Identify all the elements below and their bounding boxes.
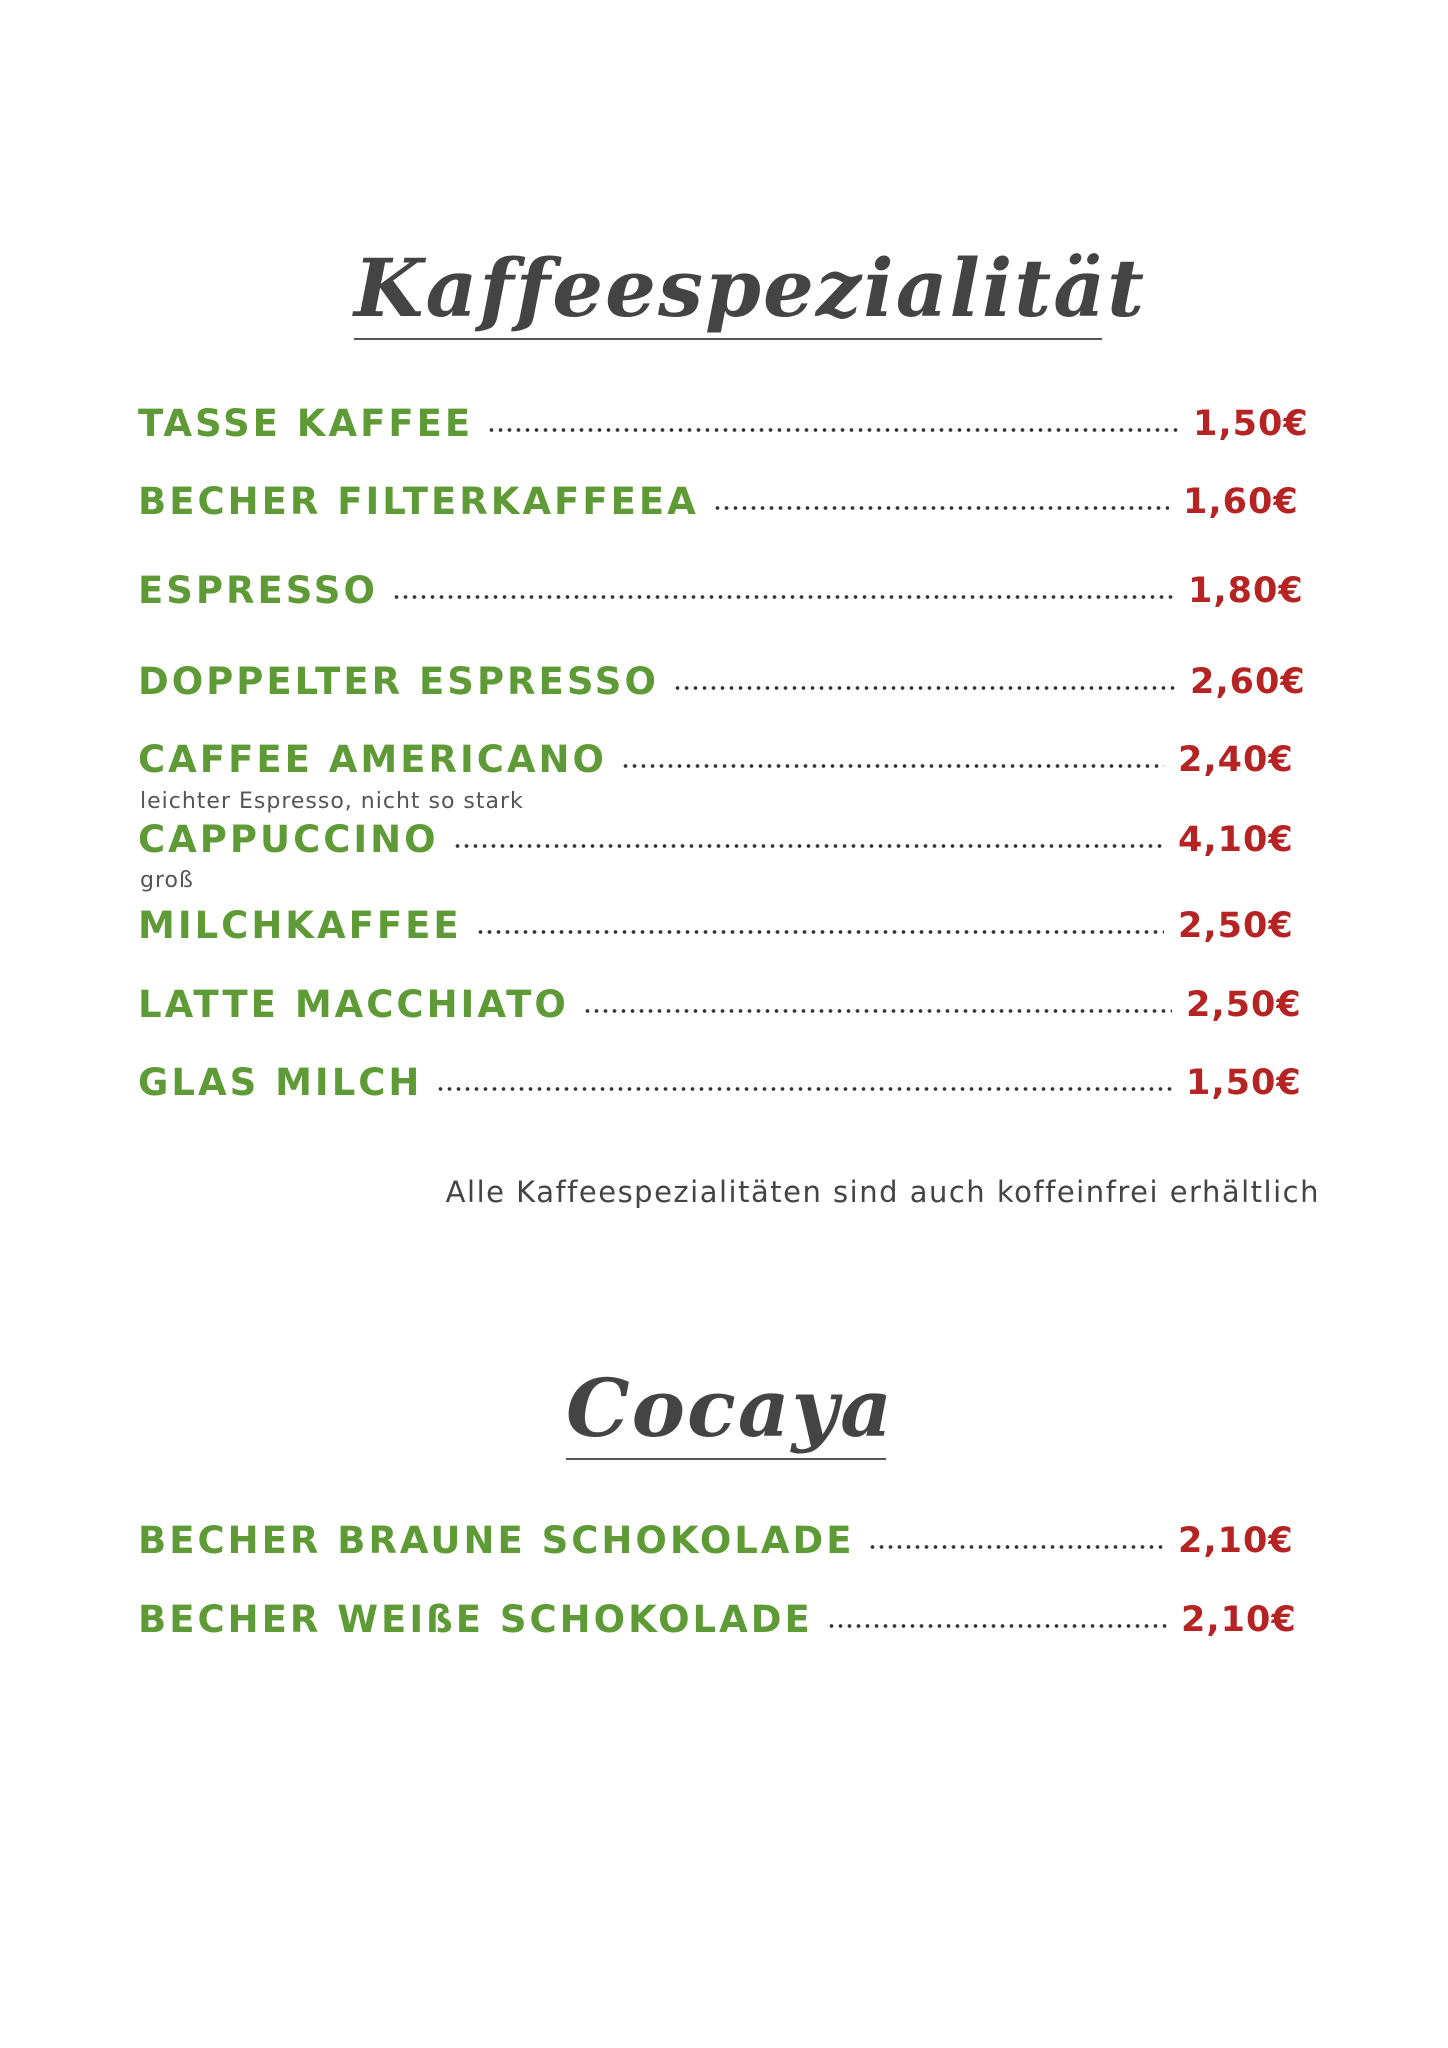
menu-item-row	[138, 476, 1318, 524]
decaf-footnote: Alle Kaffeespezialitäten sind auch koffeinfrei erhältlich	[445, 1175, 1320, 1209]
menu-item-name: BECHER WEIßE SCHOKOLADE	[138, 1598, 813, 1641]
menu-item-row	[138, 734, 1318, 782]
dot-leader	[476, 928, 1164, 936]
menu-item-name: CAPPUCCINO	[138, 818, 439, 861]
menu-item-row	[138, 814, 1318, 862]
menu-item-row	[138, 1515, 1318, 1563]
menu-item-price: 4,10€	[1178, 820, 1294, 860]
dot-leader	[868, 1543, 1164, 1551]
menu-item-row	[138, 565, 1318, 613]
heading-underline	[354, 338, 1102, 340]
dot-leader	[673, 684, 1176, 692]
section-heading-kaffeespezialitaet	[354, 241, 1147, 340]
dot-leader	[392, 593, 1174, 601]
menu-item-price: 2,50€	[1186, 985, 1302, 1025]
dot-leader	[487, 426, 1179, 434]
dot-leader	[453, 842, 1164, 850]
menu-item-row	[138, 979, 1318, 1027]
menu-item-name: LATTE MACCHIATO	[138, 983, 569, 1026]
dot-leader	[621, 762, 1164, 770]
menu-item-price: 1,50€	[1186, 1063, 1302, 1103]
menu-item-row	[138, 656, 1318, 704]
menu-item-note: leichter Espresso, nicht so stark	[140, 789, 524, 814]
menu-item-row	[138, 900, 1318, 948]
menu-item-note: groß	[140, 868, 194, 893]
menu-item-name: MILCHKAFFEE	[138, 904, 462, 947]
dot-leader	[827, 1622, 1167, 1630]
menu-item-name: GLAS MILCH	[138, 1061, 423, 1104]
dot-leader	[583, 1007, 1172, 1015]
section-heading-text: Kaffeespezialität	[354, 241, 1147, 335]
section-heading-cocaya	[566, 1361, 894, 1460]
menu-item-name: ESPRESSO	[138, 569, 378, 612]
menu-item-row	[138, 398, 1318, 446]
dot-leader	[436, 1085, 1172, 1093]
menu-item-price: 2,60€	[1190, 662, 1306, 702]
menu-item-price: 2,10€	[1178, 1521, 1294, 1561]
menu-item-row	[138, 1057, 1318, 1105]
menu-item-price: 2,50€	[1178, 906, 1294, 946]
menu-item-price: 2,10€	[1181, 1600, 1297, 1640]
menu-item-price: 1,80€	[1188, 571, 1304, 611]
dot-leader	[713, 504, 1169, 512]
menu-item-name: BECHER FILTERKAFFEEA	[138, 480, 699, 523]
menu-item-name: BECHER BRAUNE SCHOKOLADE	[138, 1519, 855, 1562]
menu-item-price: 1,60€	[1183, 482, 1299, 522]
menu-item-name: CAFFEE AMERICANO	[138, 738, 607, 781]
menu-item-price: 2,40€	[1178, 740, 1294, 780]
menu-item-name: TASSE KAFFEE	[138, 402, 474, 445]
heading-underline	[566, 1458, 886, 1460]
menu-item-name: DOPPELTER ESPRESSO	[138, 660, 659, 703]
menu-item-price: 1,50€	[1193, 404, 1309, 444]
section-heading-text: Cocaya	[566, 1361, 894, 1455]
menu-item-row	[138, 1594, 1318, 1642]
